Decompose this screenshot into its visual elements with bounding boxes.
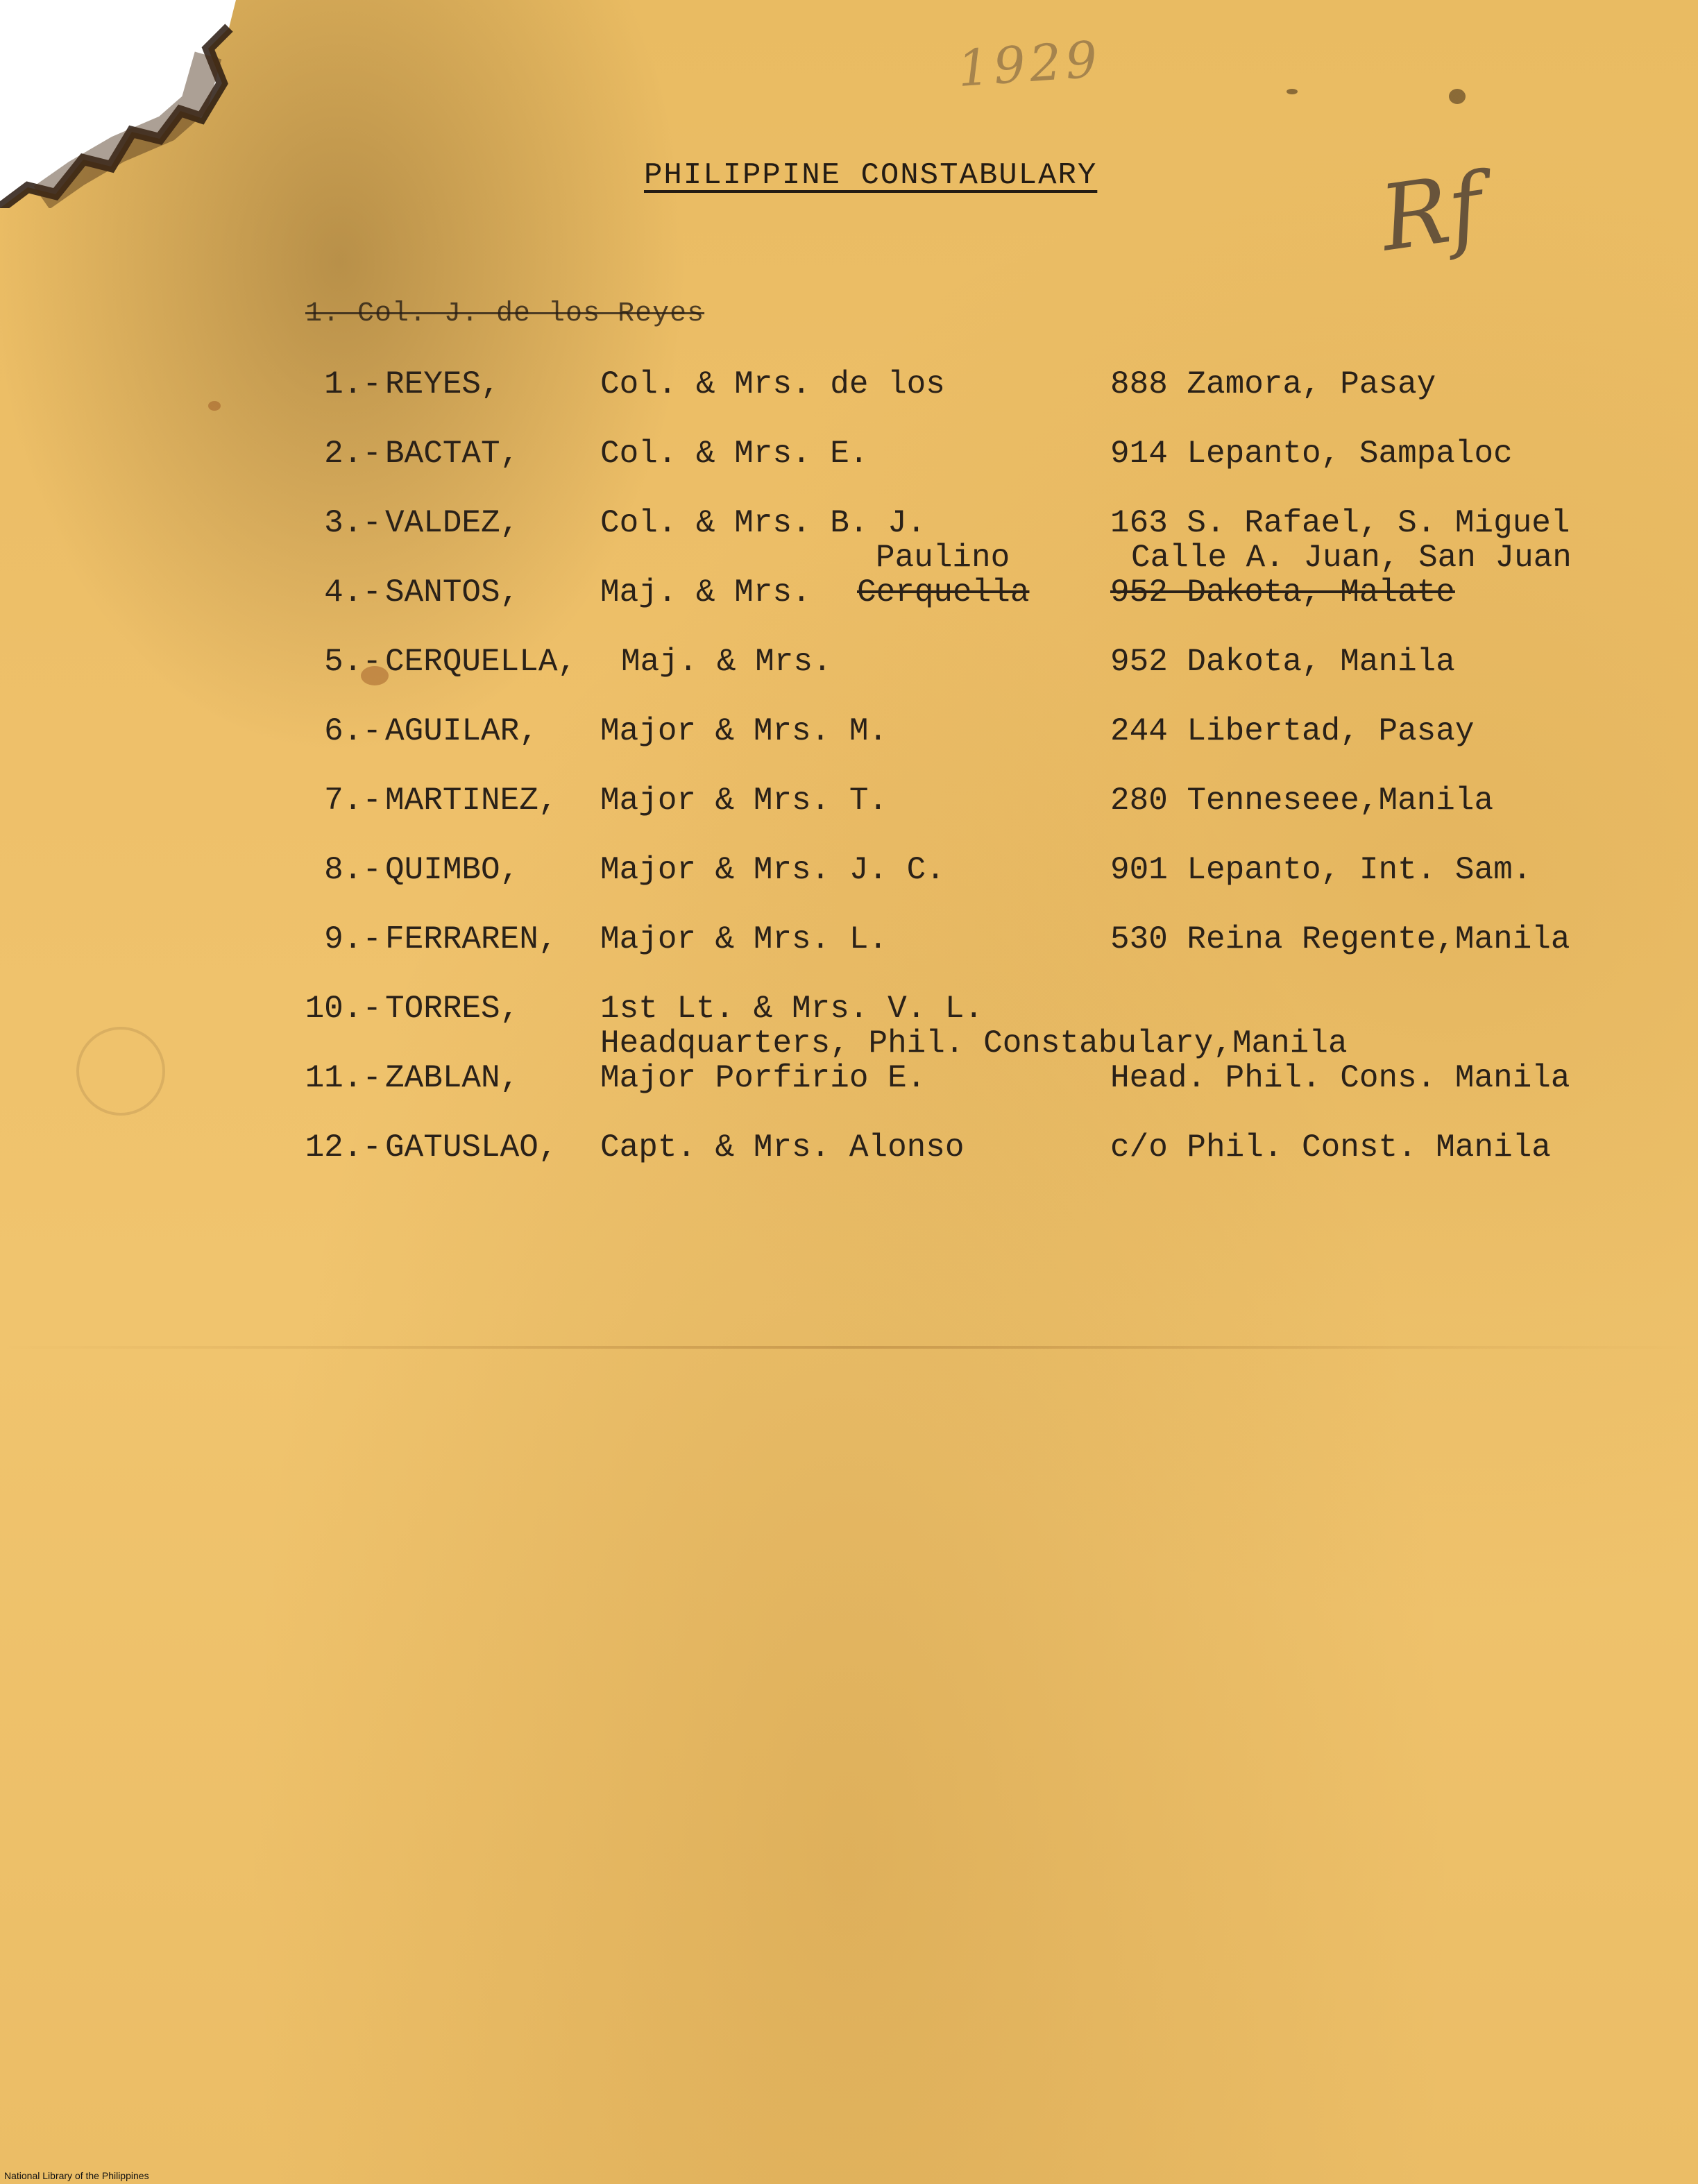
entry-surname: REYES,	[385, 366, 500, 402]
entry-address: 914 Lepanto, Sampaloc	[1110, 436, 1513, 472]
entry-address-insert: Calle A. Juan, San Juan	[1131, 540, 1572, 576]
page-title: PHILIPPINE CONSTABULARY	[644, 158, 1098, 193]
fold-line	[0, 1346, 1698, 1349]
ink-spot	[208, 401, 221, 411]
entry-surname: SANTOS,	[385, 574, 520, 611]
entry-title: Major & Mrs. J. C.	[600, 852, 945, 888]
entry-number: 11.-	[305, 1060, 382, 1096]
entry-number: 8.-	[324, 852, 382, 888]
entry-title-insert: Paulino	[876, 540, 1010, 576]
faded-stamp	[76, 1027, 165, 1116]
entry-number: 9.-	[324, 921, 382, 957]
entry-surname: FERRAREN,	[385, 921, 558, 957]
handwritten-year: 1929	[956, 29, 1103, 99]
entry-title: Major & Mrs. T.	[600, 783, 888, 819]
entry-address: Head. Phil. Cons. Manila	[1110, 1060, 1570, 1096]
entry-title: Major & Mrs. M.	[600, 713, 888, 749]
entry-address: 280 Tenneseee,Manila	[1110, 783, 1494, 819]
entry-surname: GATUSLAO,	[385, 1129, 558, 1166]
entry-address-struck: 952 Dakota, Malate	[1110, 574, 1455, 611]
archive-caption: National Library of the Philippines	[4, 2170, 149, 2181]
entry-surname: MARTINEZ,	[385, 783, 558, 819]
entry-number: 4.-	[324, 574, 382, 611]
entry-surname: VALDEZ,	[385, 505, 520, 541]
entry-surname: CERQUELLA,	[385, 644, 577, 680]
entry-number: 6.-	[324, 713, 382, 749]
entry-address: 530 Reina Regente,Manila	[1110, 921, 1570, 957]
struck-heading: 1. Col. J. de los Reyes	[305, 298, 705, 330]
entry-address: 163 S. Rafael, S. Miguel	[1110, 505, 1570, 541]
ink-spot	[1449, 89, 1466, 104]
entry-number: 7.-	[324, 783, 382, 819]
entry-title: Major Porfirio E.	[600, 1060, 926, 1096]
entry-number: 3.-	[324, 505, 382, 541]
entry-title: Capt. & Mrs. Alonso	[600, 1129, 965, 1166]
burned-corner	[0, 0, 236, 208]
entry-title: Col. & Mrs. B. J.	[600, 505, 926, 541]
entry-address: 952 Dakota, Manila	[1110, 644, 1455, 680]
entry-address: c/o Phil. Const. Manila	[1110, 1129, 1551, 1166]
ink-spot	[1287, 89, 1298, 94]
entry-number: 1.-	[324, 366, 382, 402]
entry-surname: AGUILAR,	[385, 713, 538, 749]
entry-address: 244 Libertad, Pasay	[1110, 713, 1475, 749]
entry-title: Col. & Mrs. de los	[600, 366, 945, 402]
handwritten-initials: Rf	[1374, 153, 1489, 272]
entry-surname: TORRES,	[385, 991, 520, 1027]
entry-number: 12.-	[305, 1129, 382, 1166]
entry-title-struck: Cerquella	[857, 574, 1030, 611]
entry-address-line2: Headquarters, Phil. Constabulary,Manila	[600, 1025, 1348, 1061]
entry-surname: QUIMBO,	[385, 852, 520, 888]
entry-title: 1st Lt. & Mrs. V. L.	[600, 991, 984, 1027]
entry-title: Col. & Mrs. E.	[600, 436, 869, 472]
entry-title: Major & Mrs. L.	[600, 921, 888, 957]
entry-title: Maj. & Mrs.	[621, 644, 832, 680]
entry-address: 888 Zamora, Pasay	[1110, 366, 1436, 402]
entry-address: 901 Lepanto, Int. Sam.	[1110, 852, 1532, 888]
entry-number: 10.-	[305, 991, 382, 1027]
entry-surname: BACTAT,	[385, 436, 520, 472]
entry-number: 2.-	[324, 436, 382, 472]
entry-number: 5.-	[324, 644, 382, 680]
entry-title: Maj. & Mrs.	[600, 574, 811, 611]
entry-surname: ZABLAN,	[385, 1060, 520, 1096]
